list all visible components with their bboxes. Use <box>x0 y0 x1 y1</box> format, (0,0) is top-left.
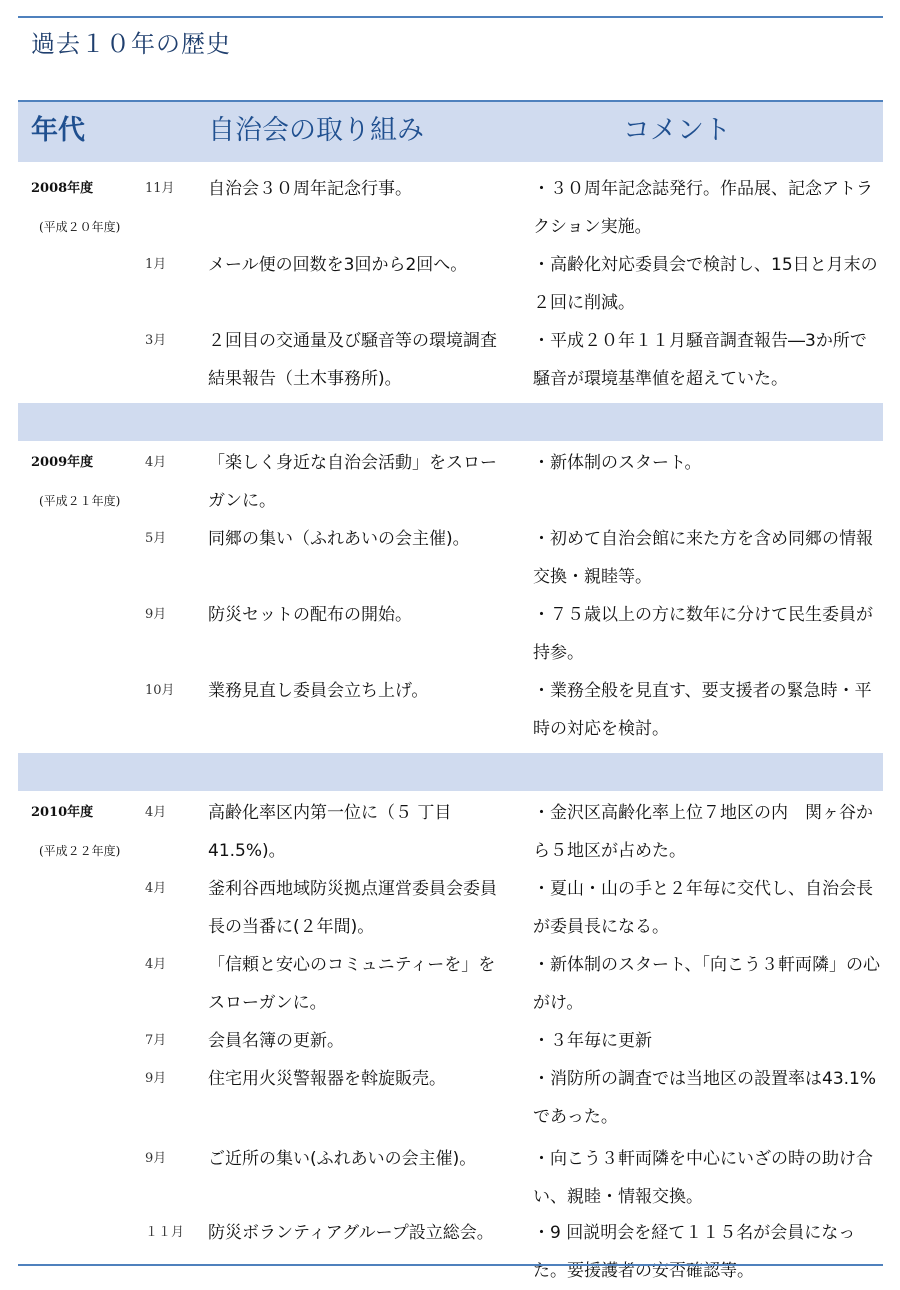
table-row <box>18 672 883 748</box>
comment-cell: ・初めて自治会館に来た方を含め同郷の情報交換・親睦等。 <box>533 529 873 587</box>
comment-cell: ・新体制のスタート。 <box>533 453 702 473</box>
month-cell: 4月 <box>145 455 167 470</box>
activity-cell: 業務見直し委員会立ち上げ。 <box>208 681 429 701</box>
year-cell <box>31 794 151 870</box>
comment-cell: ・新体制のスタート、「向こう３軒両隣」の心がけ。 <box>533 955 880 1013</box>
top-rule <box>18 16 883 18</box>
activity-cell: 自治会３０周年記念行事。 <box>208 179 412 199</box>
year-label: 2009年度 <box>31 455 94 470</box>
table-row <box>18 794 883 870</box>
activity-cell: 住宅用火災警報器を斡旋販売。 <box>208 1069 446 1089</box>
year-cell <box>31 444 151 520</box>
section-separator <box>18 753 883 791</box>
comment-cell: ・高齢化対応委員会で検討し、15日と月末の２回に削減。 <box>533 255 878 313</box>
bottom-rule <box>18 1264 883 1266</box>
month-cell: 9月 <box>145 1151 167 1166</box>
table-row <box>18 596 883 672</box>
activity-cell: 防災セットの配布の開始。 <box>208 605 412 625</box>
comment-cell: ・向こう３軒両隣を中心にいざの時の助け合い、親睦・情報交換。 <box>533 1149 873 1207</box>
table-row <box>18 246 883 322</box>
activity-cell: ご近所の集い(ふれあいの会主催)。 <box>208 1149 477 1169</box>
era-label: (平成２１年度) <box>39 494 121 508</box>
table-row <box>18 1214 883 1290</box>
activity-cell: 防災ボランティアグループ設立総会。 <box>208 1223 494 1243</box>
table-row <box>18 444 883 520</box>
table-row <box>18 520 883 596</box>
month-cell: 9月 <box>145 607 167 622</box>
year-label: 2010年度 <box>31 805 94 820</box>
comment-cell: ・７５歳以上の方に数年に分けて民生委員が持参。 <box>533 605 873 663</box>
comment-cell: ・金沢区高齢化率上位７地区の内 関ヶ谷から５地区が占めた。 <box>533 803 873 861</box>
month-cell: 4月 <box>145 881 167 896</box>
comment-cell: ・３年毎に更新 <box>533 1031 652 1051</box>
header-comment: コメント <box>623 115 731 146</box>
activity-cell: 「楽しく身近な自治会活動」をスローガンに。 <box>208 453 497 511</box>
table-row <box>18 870 883 946</box>
month-cell: 7月 <box>145 1033 167 1048</box>
activity-cell: 釜利谷西地域防災拠点運営委員会委員長の当番に(２年間)。 <box>208 879 497 937</box>
month-cell: 9月 <box>145 1071 167 1086</box>
era-label: (平成２０年度) <box>39 220 121 234</box>
year-cell <box>31 170 151 246</box>
activity-cell: ２回目の交通量及び騒音等の環境調査結果報告（土木事務所)。 <box>208 331 497 389</box>
table-row <box>18 322 883 398</box>
comment-cell: ・３０周年記念誌発行。作品展、記念アトラクション実施。 <box>533 179 873 237</box>
section-separator <box>18 403 883 441</box>
activity-cell: 会員名簿の更新。 <box>208 1031 344 1051</box>
table-row <box>18 1060 883 1140</box>
comment-cell: ・平成２０年１１月騒音調査報告―3か所で騒音が環境基準値を超えていた。 <box>533 331 867 389</box>
comment-cell: ・夏山・山の手と２年毎に交代し、自治会長が委員長になる。 <box>533 879 873 937</box>
page-title: 過去１０年の歴史 <box>31 30 231 58</box>
month-cell: 4月 <box>145 957 167 972</box>
month-cell: 11月 <box>145 181 175 196</box>
header-activity: 自治会の取り組み <box>208 115 424 146</box>
table-row <box>18 1140 883 1214</box>
era-label: (平成２２年度) <box>39 844 121 858</box>
comment-cell: ・業務全般を見直す、要支援者の緊急時・平時の対応を検討。 <box>533 681 872 739</box>
activity-cell: 同郷の集い（ふれあいの会主催)。 <box>208 529 470 549</box>
history-table <box>18 100 883 1290</box>
month-cell: 1月 <box>145 257 167 272</box>
activity-cell: メール便の回数を3回から2回へ。 <box>208 255 468 275</box>
table-header <box>18 100 883 162</box>
comment-cell: ・消防所の調査では当地区の設置率は43.1%であった。 <box>533 1069 877 1127</box>
table-row <box>18 1022 883 1060</box>
month-cell: 10月 <box>145 683 175 698</box>
comment-cell: ・9 回説明会を経て１１５名が会員になった。要援護者の安否確認等。 <box>533 1223 856 1281</box>
activity-cell: 高齢化率区内第一位に（５ 丁目41.5%)。 <box>208 803 452 861</box>
table-row <box>18 946 883 1022</box>
activity-cell: 「信頼と安心のコミュニティーを」をスローガンに。 <box>208 955 496 1013</box>
table-row <box>18 170 883 246</box>
month-cell: １１月 <box>145 1225 185 1240</box>
month-cell: 4月 <box>145 805 167 820</box>
year-label: 2008年度 <box>31 181 94 196</box>
month-cell: 3月 <box>145 333 167 348</box>
header-year: 年代 <box>31 115 85 146</box>
month-cell: 5月 <box>145 531 167 546</box>
